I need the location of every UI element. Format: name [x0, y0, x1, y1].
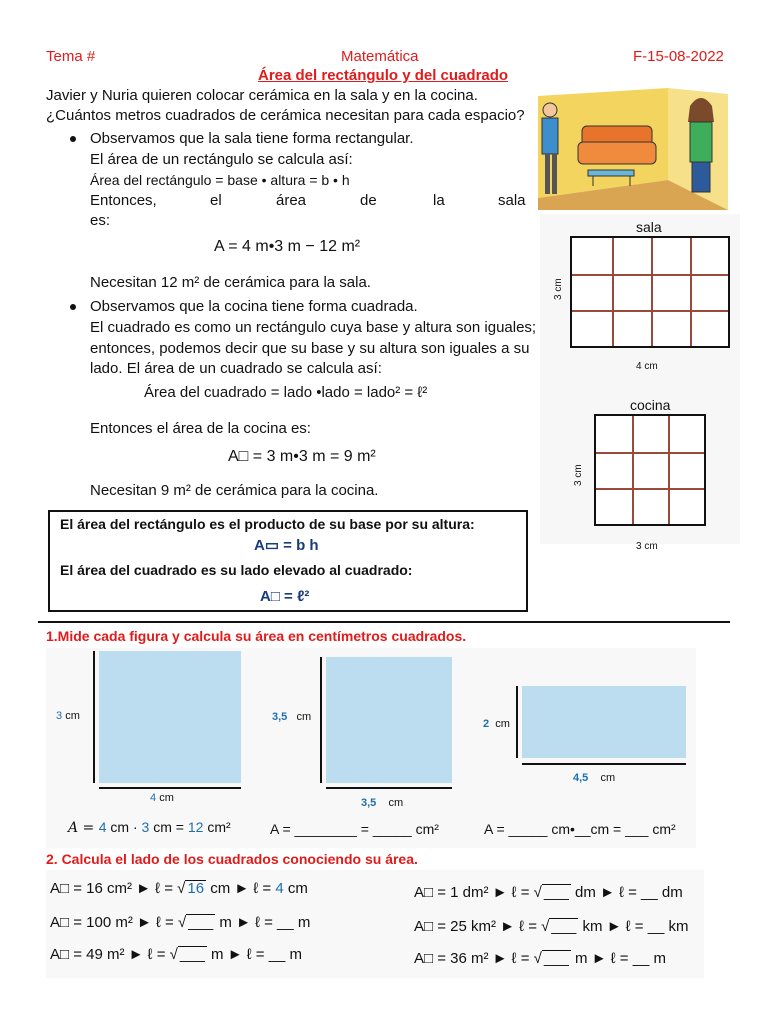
cocina-width-label: 3 cm	[636, 541, 658, 552]
rect-need: Necesitan 12 m² de cerámica para la sala.	[90, 274, 371, 291]
rect-rule: El área del rectángulo es el producto de su base por su altura:	[60, 516, 475, 532]
people-sofa-icon	[538, 88, 728, 210]
width-rule	[522, 763, 686, 765]
square-need: Necesitan 9 m² de cerámica para la cocina.	[90, 482, 379, 499]
subject-label: Matemática	[341, 48, 419, 65]
square-rule: El área del cuadrado es su lado elevado al cuadrado:	[60, 562, 413, 578]
square-observation: Observamos que la cocina tiene forma cuadrada.	[90, 298, 418, 315]
answer-1: A = 4 cm · 3 cm = 12 cm²	[68, 819, 231, 836]
rect-then-5: la	[433, 192, 445, 209]
square-line-3: lado. El área de un cuadrado se calcula así:	[90, 360, 382, 377]
page-title: Área del rectángulo y del cuadrado	[258, 67, 509, 84]
square-item-5[interactable]: A□ = 49 m² ► ℓ = √ ___ m ► ℓ = __ m	[50, 946, 303, 963]
section-divider	[38, 621, 730, 623]
square-line-2: entonces, podemos decir que su base y su altura son iguales a su	[90, 340, 530, 357]
figure-2-square	[326, 657, 452, 783]
bullet-dot	[70, 136, 76, 142]
intro-line-2: ¿Cuántos metros cuadrados de cerámica necesitan para cada espacio?	[46, 107, 525, 124]
rect-formula: Área del rectángulo = base • altura = b • h	[90, 172, 350, 188]
width-rule	[99, 787, 241, 789]
cocina-label: cocina	[630, 397, 671, 413]
sala-grid	[570, 236, 730, 348]
square-then: Entonces el área de la cocina es:	[90, 420, 311, 437]
fig1-height-label: 3 cm	[56, 710, 80, 722]
date-label: F-15-08-2022	[633, 48, 724, 65]
square-rule-formula: A□ = ℓ²	[260, 588, 310, 605]
square-item-2[interactable]: A□ = 1 dm² ► ℓ = √ ___ dm ► ℓ = __ dm	[414, 884, 683, 901]
cocina-grid	[594, 414, 706, 526]
cocina-height-label: 3 cm	[573, 464, 584, 486]
fig2-height-label: 3,5 cm	[272, 711, 312, 723]
rect-es: es:	[90, 212, 111, 229]
grid-line	[572, 274, 728, 276]
fig1-width-label: 4 cm	[150, 792, 174, 804]
grid-line	[668, 416, 670, 524]
answer-3[interactable]: A = _____ cm•__cm = ___ cm²	[484, 821, 676, 837]
figure-1-rectangle	[99, 651, 241, 783]
exercise-1-title: 1.Mide cada figura y calcula su área en centímetros cuadrados.	[46, 628, 467, 644]
square-line-1: El cuadrado es como un rectángulo cuya base y altura son iguales;	[90, 319, 537, 336]
rect-then-3: área	[276, 192, 307, 209]
rect-then-1: Entonces,	[90, 192, 157, 209]
bullet-dot	[70, 304, 76, 310]
grid-line	[612, 238, 614, 346]
square-item-1: A□ = 16 cm² ► ℓ = √ 16 cm ► ℓ = 4 cm	[50, 880, 308, 897]
fig3-width-label: 4,5 cm	[573, 772, 616, 784]
rect-area-calc: A = 4 m•3 m − 12 m²	[214, 238, 361, 255]
exercise-2-title: 2. Calcula el lado de los cuadrados conociendo su área.	[46, 851, 418, 867]
living-room-illustration	[538, 88, 728, 210]
rect-then-2: el	[210, 192, 222, 209]
square-item-6[interactable]: A□ = 36 m² ► ℓ = √ ___ m ► ℓ = __ m	[414, 950, 667, 967]
rect-then-4: de	[360, 192, 377, 209]
width-rule	[326, 787, 452, 789]
answer-2[interactable]: A = ________ = _____ cm²	[270, 821, 439, 837]
grid-line	[596, 488, 704, 490]
square-item-4[interactable]: A□ = 25 km² ► ℓ = √ ___ km ► ℓ = __ km	[414, 918, 689, 935]
square-area-calc: A□ = 3 m•3 m = 9 m²	[228, 448, 376, 465]
rect-observation: Observamos que la sala tiene forma rectangular.	[90, 130, 414, 147]
square-item-3[interactable]: A□ = 100 m² ► ℓ = √ ___ m ► ℓ = __ m	[50, 914, 311, 931]
intro-line-1: Javier y Nuria quieren colocar cerámica en la sala y en la cocina.	[46, 87, 478, 104]
height-rule	[516, 686, 518, 758]
fig3-height-label: 2 cm	[483, 718, 510, 730]
grid-line	[572, 310, 728, 312]
sala-label: sala	[636, 219, 662, 235]
height-rule	[93, 651, 95, 783]
sala-width-label: 4 cm	[636, 361, 658, 372]
grid-line	[632, 416, 634, 524]
rect-then-6: sala	[498, 192, 526, 209]
rect-rule-formula: A▭ = b h	[254, 537, 319, 554]
height-rule	[320, 657, 322, 783]
square-formula: Área del cuadrado = lado •lado = lado² = ℓ²	[144, 384, 428, 401]
fig2-width-label: 3,5 cm	[361, 797, 404, 809]
sala-height-label: 3 cm	[553, 278, 564, 300]
grid-line	[651, 238, 653, 346]
tema-label: Tema #	[46, 48, 96, 65]
rect-how: El área de un rectángulo se calcula así:	[90, 151, 353, 168]
grid-line	[690, 238, 692, 346]
grid-line	[596, 452, 704, 454]
figure-3-rectangle	[522, 686, 686, 758]
